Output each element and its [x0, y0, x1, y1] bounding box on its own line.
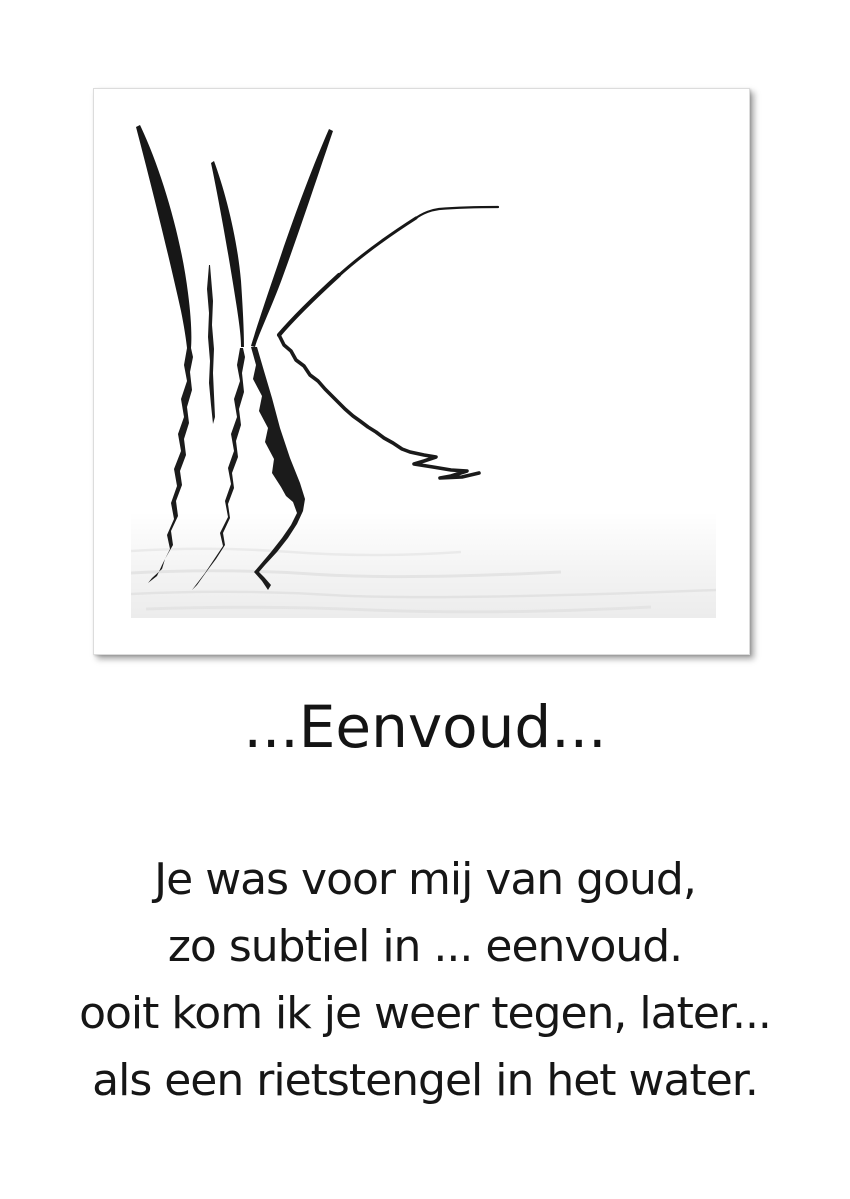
reed-stem-small	[207, 265, 215, 424]
reed-blade-middle	[211, 161, 244, 347]
photo-card	[93, 88, 750, 655]
reflection-bent-reed	[279, 335, 479, 478]
water-surface	[131, 511, 716, 618]
poem-line-2: zo subtiel in ... eenvoud.	[167, 921, 683, 972]
poem-line-4: als een rietstengel in het water.	[92, 1055, 758, 1106]
poem-line-3: ooit kom ik je weer tegen, later...	[79, 988, 771, 1039]
reed-blade-right	[251, 129, 333, 347]
reed-bent-tip	[413, 207, 498, 220]
reed-bent	[279, 275, 339, 335]
reeds-reflection-photo	[131, 121, 716, 618]
reed-bent-mid	[336, 218, 416, 278]
card-title: ...Eenvoud...	[243, 693, 607, 761]
reed-blade-left	[136, 125, 191, 348]
poem-line-1: Je was voor mij van goud,	[154, 854, 696, 905]
poem-text	[0, 846, 850, 1114]
